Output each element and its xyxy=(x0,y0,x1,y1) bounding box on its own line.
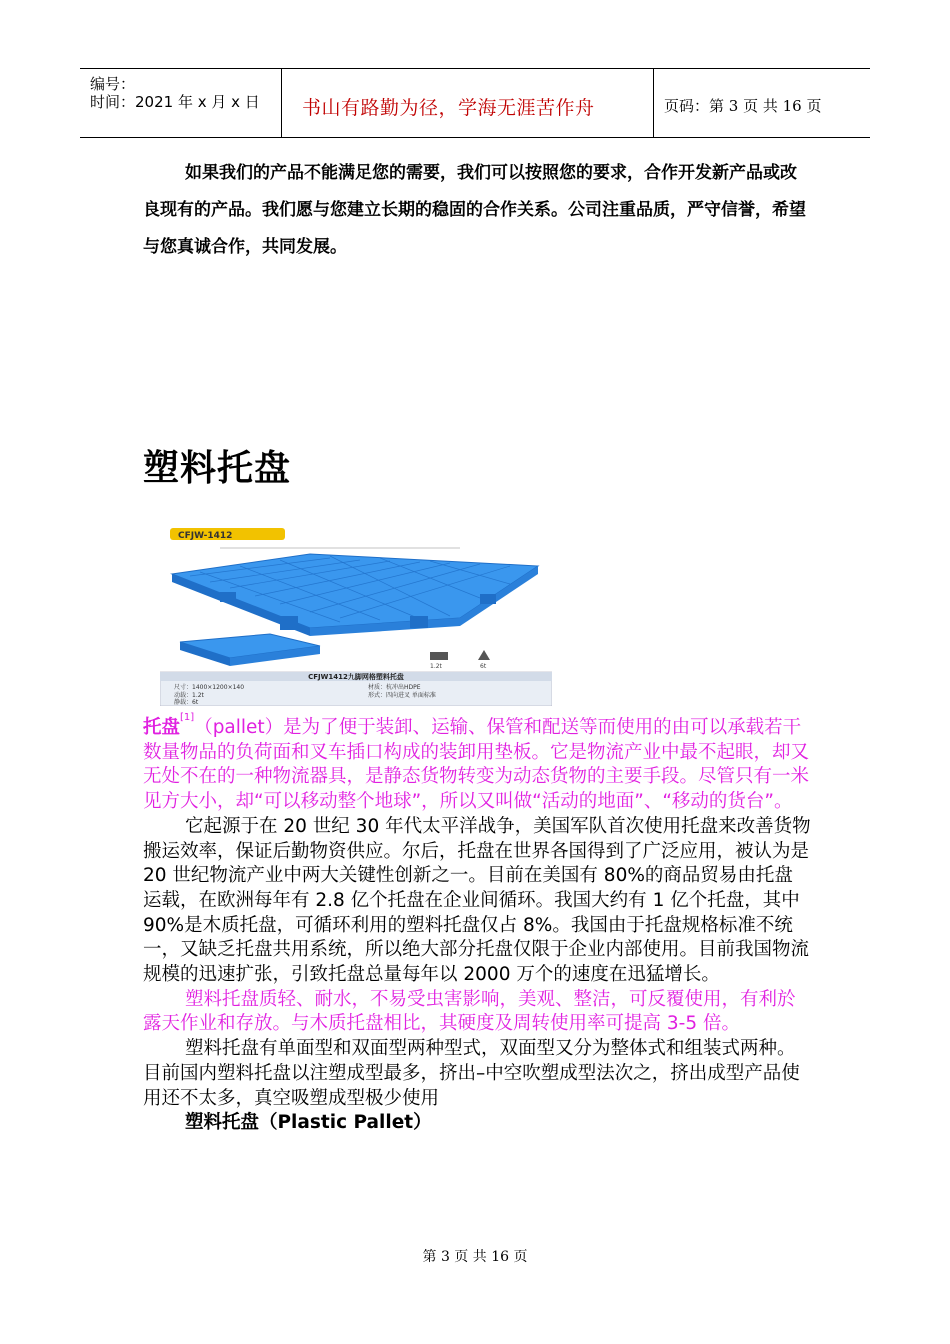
paragraph-advantages: 塑料托盘质轻、耐水，不易受虫害影响，美观、整洁，可反覆使用，有利於露天作业和存放。与木质托盘相比，其硬度及周转使用率可提高 3-5 倍。 xyxy=(143,988,796,1035)
header-info-cell xyxy=(80,69,282,137)
intro-paragraph xyxy=(143,155,811,266)
pallet-foot xyxy=(480,594,496,604)
header-motto-cell xyxy=(282,69,654,137)
spec-table-title: CFJW1412九脚网格塑料托盘 xyxy=(308,673,404,681)
spec-cell: 尺寸：1400×1200×140 xyxy=(174,684,245,691)
load-label: 1.2t xyxy=(430,663,442,670)
motto: 书山有路勤为径，学海无涯苦作舟 xyxy=(302,97,595,119)
header-table xyxy=(80,68,870,138)
pallet-illustration xyxy=(160,526,552,706)
subheading-plastic-pallet: 塑料托盘（Plastic Pallet） xyxy=(185,1112,432,1134)
pallet-foot xyxy=(280,616,298,630)
paragraph-definition xyxy=(143,712,811,815)
spec-cell: 动载：1.2t xyxy=(174,692,204,699)
term-pallet: 托盘 xyxy=(143,717,181,738)
forklift-icon xyxy=(430,652,448,660)
definition-text: （pallet）是为了便于装卸、运输、保管和配送等而使用的由可以承载若干数量物品的负荷面和叉车插口构成的装卸用垫板。它是物流产业中最不起眼，却又无处不在的一种物流器具，是静态货物转变为动态货物的主要手段。尽管只有一米见方大小，却“可以移动整个地球”，所以又叫做“活动的地面”、“移动的货台”。 xyxy=(143,717,810,813)
page-info: 页码：第 3 页 共 16 页 xyxy=(664,97,822,115)
pallet-image xyxy=(160,526,552,706)
header-page-cell xyxy=(654,69,870,137)
spec-cell: 材质：杭冲出HDPE xyxy=(368,684,421,691)
page-footer: 第 3 页 共 16 页 xyxy=(422,1249,528,1265)
pallet-foot xyxy=(220,592,236,602)
paragraph-history: 它起源于在 20 世纪 30 年代太平洋战争，美国军队首次使用托盘来改善货物搬运效率，保证后勤物资供应。尔后，托盘在世界各国得到了广泛应用，被认为是 20 世纪物流产业中两大关键性创新之一。目前在美国有 80%的商品贸易由托盘运载，在欧洲每年有 2.8 亿个托盘在企业间循环。我国大约有 1 亿个托盘，其中 90%是木质托盘，可循环利用的塑料托盘仅占 8%。我国由于托盘规格标准不统一，又缺乏托盘共用系统，所以绝大部分托盘仅限于企业内部使用。目前我国物流规模的迅速扩张，引致托盘总量每年以 2000 万个的速度在迅猛增长。 xyxy=(143,815,811,986)
stack-icon xyxy=(478,650,490,660)
pallet-foot xyxy=(410,616,428,628)
article-body xyxy=(143,712,811,1136)
spec-cell: 形式：四向进叉 单面标准 xyxy=(368,692,436,699)
pallet-top xyxy=(172,554,538,628)
load-label: 6t xyxy=(480,663,487,670)
number-label: 编号： xyxy=(90,75,136,93)
model-tag-text: CFJW-1412 xyxy=(178,531,233,541)
intro-text: 如果我们的产品不能满足您的需要，我们可以按照您的要求，合作开发新产品或改良现有的产品。我们愿与您建立长期的稳固的合作关系。公司注重品质，严守信誉，希望与您真诚合作，共同发展。 xyxy=(143,163,806,257)
time-label: 时间：2021 年 x 月 x 日 xyxy=(90,93,260,111)
reference-link[interactable]: [1] xyxy=(180,712,195,723)
spec-cell: 静载：6t xyxy=(174,699,199,706)
page-title: 塑料托盘 xyxy=(143,448,292,489)
paragraph-types: 塑料托盘有单面型和双面型两种型式，双面型又分为整体式和组装式两种。目前国内塑料托盘以注塑成型最多，挤出–中空吹塑成型法次之，挤出成型产品使用还不太多，真空吸塑成型极少使用 xyxy=(143,1038,800,1109)
